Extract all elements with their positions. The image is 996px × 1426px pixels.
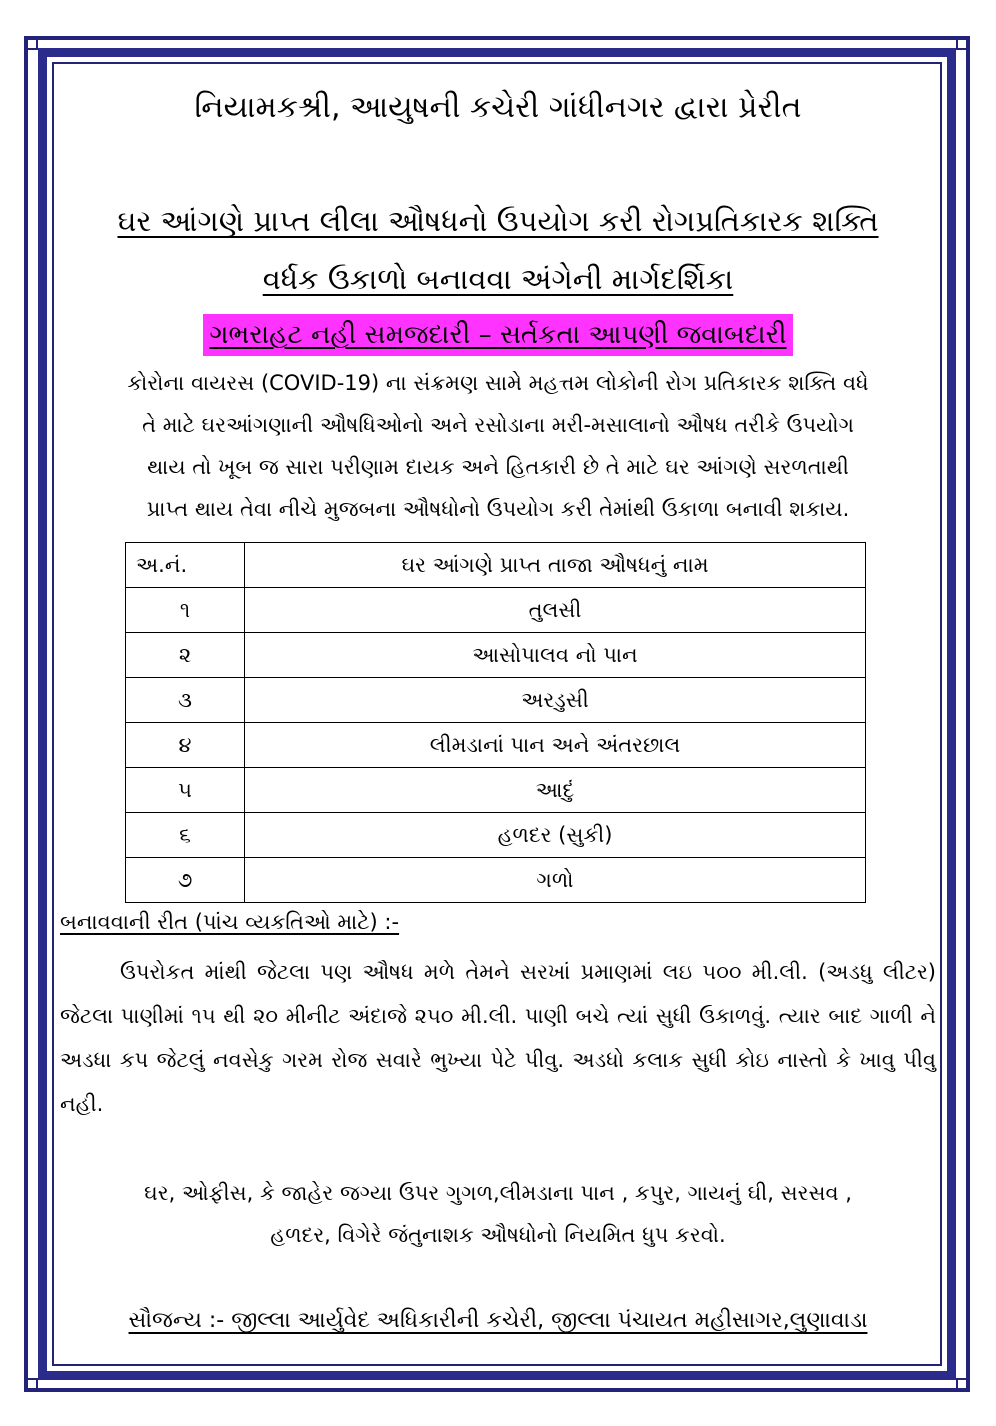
main-heading-line2: વર્ધક ઉકાળો બનાવવા અંગેની માર્ગદર્શિકા: [262, 262, 734, 296]
slogan-text: ગભરાહટ નહી સમજદારી – સર્તકતા આપણી જવાબદારી: [203, 314, 792, 356]
table-row: [126, 678, 866, 723]
herb-name: લીમડાનાં પાન અને અંતરછાલ: [245, 723, 866, 768]
intro-line: પ્રાપ્ત થાય તેવા નીચે મુજબના ઔષધોનો ઉપયોગ કરી તેમાંથી ઉકાળા બનાવી શકાય.: [146, 497, 850, 521]
border-corner: [956, 1378, 970, 1392]
intro-line: કોરોના વાયરસ (COVID-19) ના સંક્રમણ સામે મહત્તમ લોકોની રોગ પ્રતિકારક શક્તિ વધે: [127, 371, 869, 395]
method-text: ઉપરોકત માંથી જેટલા પણ ઔષધ મળે તેમને સરખાં પ્રમાણમાં લઇ ૫૦૦ મી.લી. (અડધુ લીટર) જેટલા પાણીમાં ૧૫ થી ૨૦ મીનીટ અંદાજે ૨૫૦ મી.લી. પાણી બચે ત્યાં સુધી ઉકાળવું. ત્યાર બાદ ગાળી ને અડધા કપ જેટલું નવસેકુ ગરમ રોજ સવારે ભુખ્યા પેટે પીવુ. અડધો કલાક સુધી કોઇ નાસ્તો કે ખાવુ પીવુ નહી.: [60, 960, 937, 1116]
herb-name: ગળો: [245, 858, 866, 903]
border-corner: [24, 36, 38, 50]
page-title: નિયામકશ્રી, આયુષની કચેરી ગાંધીનગર દ્વારા પ્રેરીત: [194, 90, 802, 125]
table-row: [126, 813, 866, 858]
intro-paragraph: [0, 362, 996, 530]
table-header-row: [126, 543, 866, 588]
slogan-banner: [0, 314, 996, 356]
table-row: [126, 768, 866, 813]
intro-line: તે માટે ઘરઆંગણાની ઔષધિઓનો અને રસોડાના મરી-મસાલાનો ઔષધ તરીકે ઉપયોગ: [142, 413, 854, 437]
border-corner: [24, 1378, 38, 1392]
table-row: [126, 723, 866, 768]
herbs-table: [125, 542, 866, 903]
dhoop-paragraph: [0, 1172, 996, 1256]
herb-name: આસોપાલવ નો પાન: [245, 633, 866, 678]
serial-number: ૨: [126, 633, 245, 678]
dhoop-line: હળદર, વિગેરે જંતુનાશક ઔષધોનો નિયમિત ધુપ કરવો.: [270, 1223, 726, 1247]
herb-name: હળદર (સુકી): [245, 813, 866, 858]
serial-number: ૭: [126, 858, 245, 903]
column-header-serial: અ.નં.: [126, 543, 245, 588]
table-row: [126, 858, 866, 903]
border-corner: [956, 36, 970, 50]
herb-name: તુલસી: [245, 588, 866, 633]
table-row: [126, 633, 866, 678]
herb-name: અરડુસી: [245, 678, 866, 723]
herb-name: આદું: [245, 768, 866, 813]
intro-line: થાય તો ખૂબ જ સારા પરીણામ દાયક અને હિતકારી છે તે માટે ઘર આંગણે સરળતાથી: [147, 455, 849, 479]
dhoop-line: ઘર, ઓફીસ, કે જાહેર જગ્યા ઉપર ગુગળ,લીમડાના પાન , કપુર, ગાયનું ઘી, સરસવ ,: [144, 1181, 852, 1205]
credit-line: સૌજન્ય :- જીલ્લા આર્યુવેદ અધિકારીની કચેરી, જીલ્લા પંચાયત મહીસાગર,લુણાવાડા: [128, 1308, 868, 1333]
method-title: બનાવવાની રીત (પાંચ વ્યકતિઓ માટે) :-: [60, 910, 400, 934]
serial-number: ૧: [126, 588, 245, 633]
table-row: [126, 588, 866, 633]
serial-number: ૬: [126, 813, 245, 858]
serial-number: ૩: [126, 678, 245, 723]
column-header-herb-name: ઘર આંગણે પ્રાપ્ત તાજા ઔષધનું નામ: [245, 543, 866, 588]
serial-number: ૪: [126, 723, 245, 768]
main-heading-line1: ઘર આંગણે પ્રાપ્ત લીલા ઔષધનો ઉપયોગ કરી રોગપ્રતિકારક શક્તિ: [117, 204, 879, 238]
serial-number: ૫: [126, 768, 245, 813]
